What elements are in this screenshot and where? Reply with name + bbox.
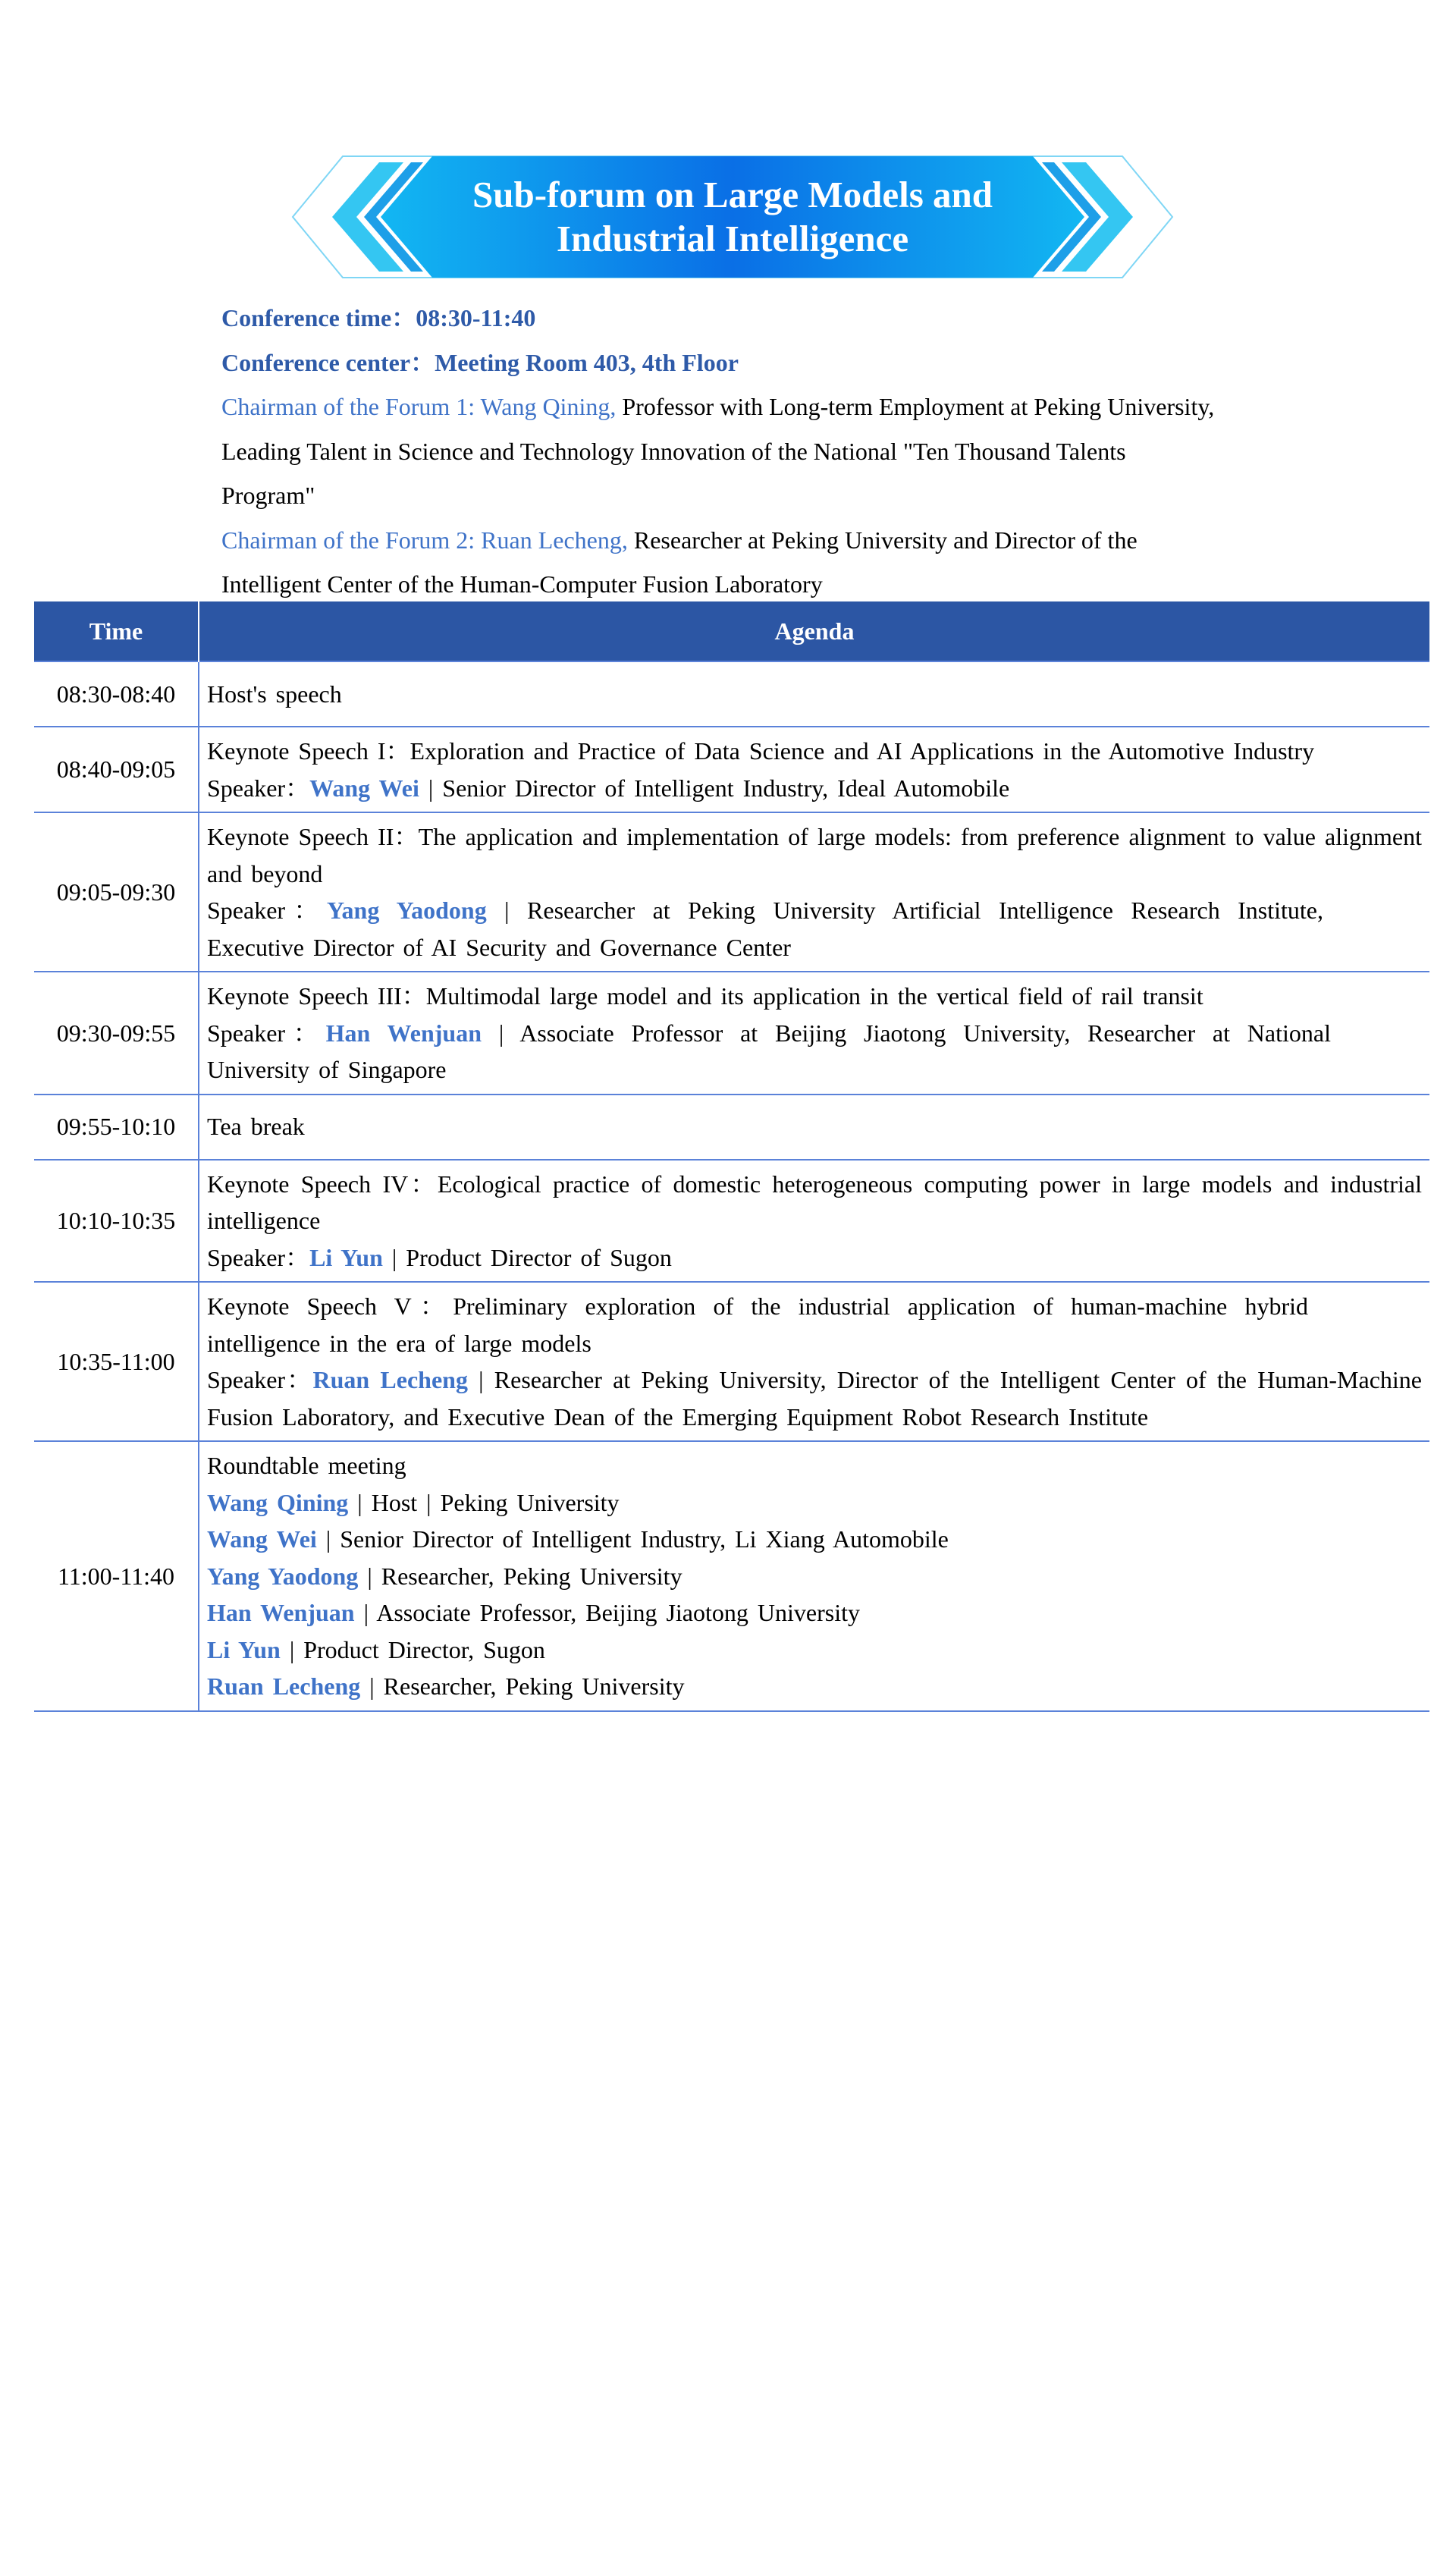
row-speaker-line — [207, 770, 1331, 807]
row-agenda — [199, 661, 1429, 727]
participant-line — [207, 1558, 1422, 1595]
speaker-name: Han Wenjuan — [325, 1019, 482, 1047]
row-agenda — [199, 727, 1429, 812]
participant-name: Wang Qining — [207, 1488, 349, 1516]
table-row — [34, 727, 1429, 812]
row-agenda — [199, 1160, 1429, 1283]
participant-line — [207, 1594, 1422, 1632]
table-row — [34, 661, 1429, 727]
conference-time — [221, 296, 1253, 341]
speaker-desc: | Researcher at Peking University, Director of the Intelligent Center of the Human-Machine Fusion Laboratory, and Executive Dean of the Emerging Equipment Robot Research Institute — [207, 1366, 1423, 1431]
participant-name: Han Wenjuan — [207, 1599, 355, 1626]
chairman-2-text: Researcher at Peking University and Director of the Intelligent Center of the Human-Computer Fusion Laboratory — [221, 526, 1138, 598]
row-speaker-line — [207, 1015, 1331, 1088]
speaker-label: Speaker： — [207, 1019, 326, 1047]
participant-name: Wang Wei — [207, 1525, 317, 1553]
row-agenda — [199, 812, 1429, 972]
row-title: Keynote Speech II：The application and implementation of large models: from preference alignment to value alignment and beyond — [207, 823, 1422, 887]
row-title: Roundtable meeting — [207, 1452, 406, 1479]
table-row — [34, 1160, 1429, 1283]
participant-line — [207, 1521, 1422, 1558]
row-agenda — [199, 1282, 1429, 1441]
row-time: 10:35-11:00 — [34, 1282, 199, 1441]
row-title: Keynote Speech V：Preliminary exploration of the industrial application of human-machine hybrid intelligence in the era of large models — [207, 1292, 1308, 1357]
participant-line — [207, 1632, 1422, 1669]
row-time: 10:10-10:35 — [34, 1160, 199, 1283]
row-title: Keynote Speech I：Exploration and Practice of Data Science and AI Applications in the Automotive Industry — [207, 737, 1315, 765]
participant-desc: | Host | Peking University — [348, 1488, 620, 1516]
conference-time-label: Conference time： — [221, 304, 416, 331]
row-agenda — [199, 1441, 1429, 1711]
conference-center — [221, 341, 1253, 385]
speaker-desc: | Associate Professor at Beijing Jiaotong University, Researcher at National University of Singapore — [207, 1019, 1331, 1083]
participant-name: Ruan Lecheng — [207, 1672, 361, 1700]
conference-time-value: 08:30-11:40 — [416, 304, 536, 331]
table-header — [34, 601, 1429, 661]
conference-info — [221, 296, 1253, 607]
row-speaker-line — [207, 1239, 1422, 1277]
row-time: 08:30-08:40 — [34, 661, 199, 727]
speaker-desc: | Researcher at Peking University Artificial Intelligence Research Institute, Executive Director of AI Security and Governance Center — [207, 897, 1324, 961]
participant-desc: | Senior Director of Intelligent Industry, Li Xiang Automobile — [316, 1525, 949, 1553]
title-banner — [290, 153, 1175, 281]
chairman-2 — [221, 518, 1253, 607]
title-line-1: Sub-forum on Large Models and — [472, 174, 993, 215]
speaker-label: Speaker： — [207, 897, 327, 924]
table-row — [34, 812, 1429, 972]
row-title: Keynote Speech III：Multimodal large model and its application in the vertical field of rail transit — [207, 982, 1203, 1010]
row-time: 11:00-11:40 — [34, 1441, 199, 1711]
participant-name: Li Yun — [207, 1635, 281, 1663]
participant-line — [207, 1668, 1422, 1705]
participant-desc: | Researcher, Peking University — [358, 1562, 682, 1590]
chairman-1-label: Chairman of the Forum 1: Wang Qining, — [221, 393, 617, 420]
column-header-time: Time — [34, 601, 199, 661]
agenda-table — [34, 601, 1429, 1712]
row-time: 08:40-09:05 — [34, 727, 199, 812]
speaker-name: Wang Wei — [309, 774, 419, 802]
table-row — [34, 1282, 1429, 1441]
table-row — [34, 1441, 1429, 1711]
speaker-desc: | Product Director of Sugon — [382, 1243, 672, 1271]
row-agenda — [199, 1095, 1429, 1160]
row-time: 09:55-10:10 — [34, 1095, 199, 1160]
row-speaker-line — [207, 892, 1422, 966]
speaker-label: Speaker： — [207, 774, 310, 802]
row-title: Host's speech — [207, 680, 342, 708]
participant-desc: | Associate Professor, Beijing Jiaotong University — [354, 1599, 860, 1626]
speaker-desc: | Senior Director of Intelligent Industry, Ideal Automobile — [419, 774, 1010, 802]
column-header-agenda: Agenda — [199, 601, 1429, 661]
chairman-1-text: Professor with Long-term Employment at Peking University, Leading Talent in Science and Technology Innovation of the National "Ten Thousand Talents Program" — [221, 393, 1215, 509]
speaker-name: Li Yun — [309, 1243, 383, 1271]
table-row — [34, 1095, 1429, 1160]
row-time: 09:05-09:30 — [34, 812, 199, 972]
row-title: Tea break — [207, 1113, 305, 1141]
page-title — [381, 164, 1084, 270]
title-line-2: Industrial Intelligence — [556, 218, 909, 259]
participant-name: Yang Yaodong — [207, 1562, 359, 1590]
table-row — [34, 972, 1429, 1095]
row-speaker-line — [207, 1362, 1422, 1435]
speaker-label: Speaker： — [207, 1243, 310, 1271]
chairman-1 — [221, 385, 1253, 518]
row-agenda — [199, 972, 1429, 1095]
speaker-name: Yang Yaodong — [326, 897, 487, 924]
participant-desc: | Product Director, Sugon — [280, 1635, 545, 1663]
chairman-2-label: Chairman of the Forum 2: Ruan Lecheng, — [221, 526, 628, 554]
speaker-label: Speaker： — [207, 1366, 313, 1393]
conference-center-label: Conference center： — [221, 348, 435, 376]
participant-desc: | Researcher, Peking University — [360, 1672, 685, 1700]
row-time: 09:30-09:55 — [34, 972, 199, 1095]
conference-center-value: Meeting Room 403, 4th Floor — [435, 348, 739, 376]
participant-line — [207, 1484, 1422, 1522]
row-title: Keynote Speech IV：Ecological practice of domestic heterogeneous computing power in large models and industrial intelligence — [207, 1170, 1422, 1234]
speaker-name: Ruan Lecheng — [312, 1366, 468, 1393]
